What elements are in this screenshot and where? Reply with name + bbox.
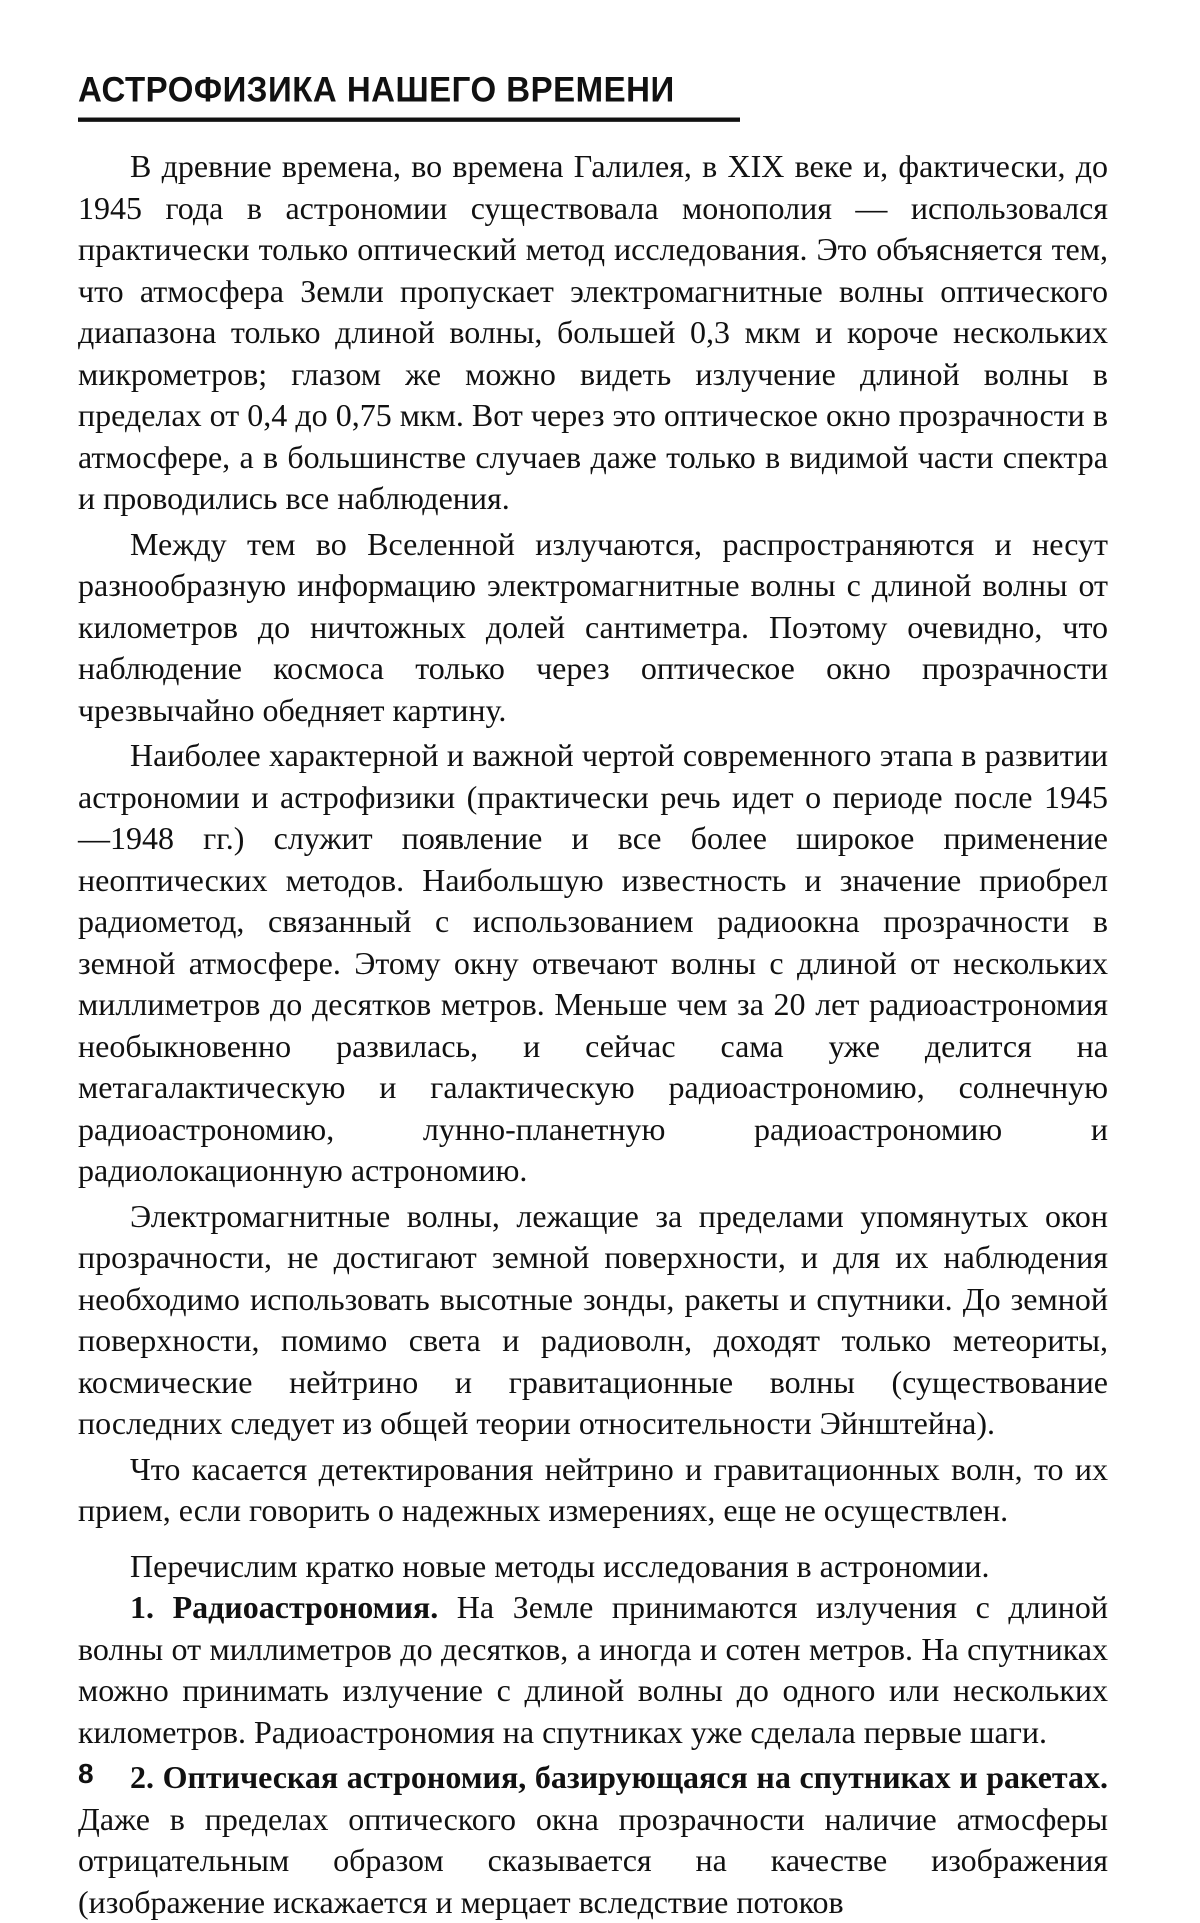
paragraph-text: Электромагнитные волны, лежащие за пределами упомянутых окон прозрачности, не достигают земной поверхности, и для их наблюдения необходимо использовать высотные зонды, ракеты и спутники. До земной поверхности, помимо света и радиоволн, доходят только метеориты, космические нейтрино и гравитационные волны (существование последних следует из общей теории относительности Эйнштейна). (78, 1197, 1108, 1441)
method-text: На Земле принимаются излучения с длиной волны от миллиметров до десятков, а иногда и сотен метров. На спутниках можно принимать излучение с длиной волны до одного или нескольких километров. Радиоастрономия на спутниках уже сделала первые шаги. (78, 1589, 1109, 1750)
paragraph-text: Между тем во Вселенной излучаются, распространяются и несут разнообразную информацию электромагнитные волны с длиной волны от километров до ничтожных долей сантиметра. Поэтому очевидно, что наблюдение космоса только через оптическое окно прозрачности чрезвычайно обедняет картину. (78, 525, 1108, 728)
paragraph-text: Перечислим кратко новые методы исследования в астрономии. (130, 1547, 990, 1584)
method-heading: 1. Радиоастрономия. (130, 1589, 439, 1625)
method-text: Даже в пределах оптического окна прозрачности наличие атмосферы отрицательным образом сказывается на качестве изображения (изображение искажается и мерцает вследствие потоков (78, 1800, 1108, 1920)
paragraph-text: Наиболее характерной и важной чертой современного этапа в развитии астрономии и астрофизики (практически речь идет о периоде после 1945—1948 гг.) служит появление и все более широкое применение неоптических методов. Наибольшую известность и значение приобрел радиометод, связанный с использованием радиоокна прозрачности в земной атмосфере. Этому окну отвечают волны с длиной от нескольких миллиметров до десятков метров. Меньше чем за 20 лет радиоастрономия необыкновенно развилась, и сейчас сама уже делится на метагалактическую и галактическую радиоастрономию, солнечную радиоастрономию, лунно-планетную радиоастрономию и радиолокационную астрономию. (78, 737, 1108, 1188)
paragraph (78, 1196, 1108, 1445)
method-item (78, 1757, 1108, 1923)
running-header-title: АСТРОФИЗИКА НАШЕГО ВРЕМЕНИ (78, 70, 740, 122)
paragraph-text: В древние времена, во времена Галилея, в XIX веке и, фактически, до 1945 года в астрономии существовала монополия — использовался практически только оптический метод исследования. Это объясняется тем, что атмосфера Земли пропускает электромагнитные волны оптического диапазона только длиной волны, большей 0,3 мкм и короче нескольких микрометров; глазом же можно видеть излучение длиной волны в пределах от 0,4 до 0,75 мкм. Вот через это оптическое окно прозрачности в атмосфере, а в большинстве случаев даже только в видимой части спектра и проводились все наблюдения. (78, 148, 1108, 516)
paragraph (78, 1546, 1108, 1588)
paragraph (78, 735, 1108, 1192)
method-heading: 2. Оптическая астрономия, базирующаяся на спутниках и ракетах. (130, 1759, 1108, 1795)
body-text (78, 146, 1108, 1923)
paragraph (78, 524, 1108, 732)
paragraph-text: Что касается детектирования нейтрино и гравитационных волн, то их прием, если говорить о надежных измерениях, еще не осуществлен. (78, 1450, 1108, 1528)
method-item (78, 1587, 1108, 1753)
page-number: 8 (78, 1758, 94, 1789)
paragraph (78, 1449, 1108, 1532)
paragraph (78, 146, 1108, 520)
